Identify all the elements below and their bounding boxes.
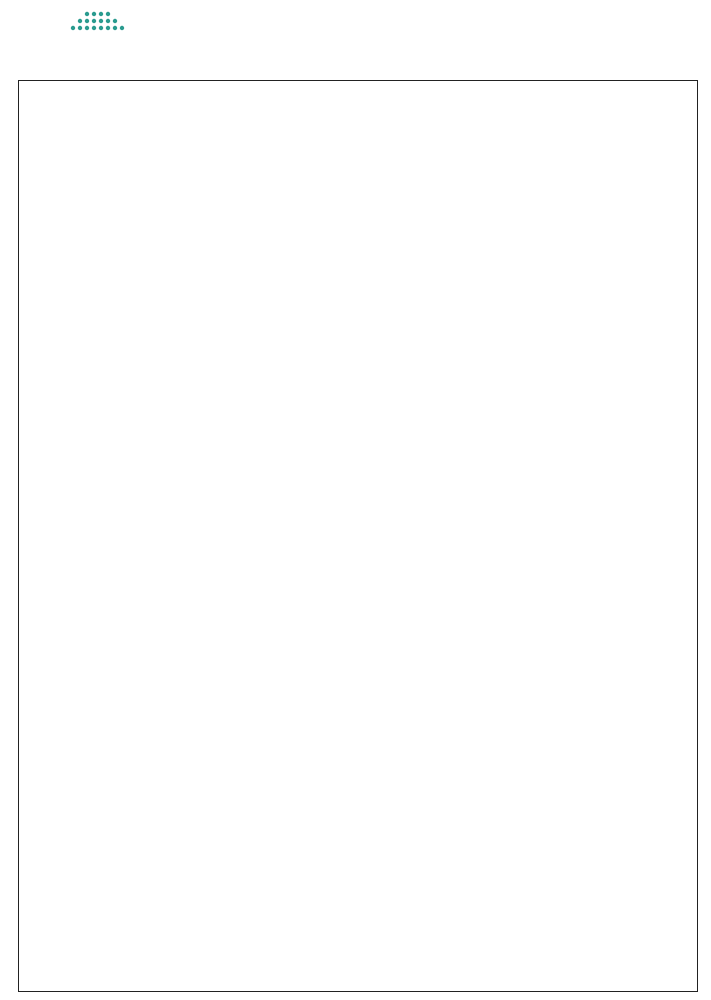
remedial-plan-table xyxy=(18,80,698,992)
ministry-logo xyxy=(40,8,150,62)
page-header xyxy=(0,0,711,80)
logo-dots-icon xyxy=(40,8,150,38)
